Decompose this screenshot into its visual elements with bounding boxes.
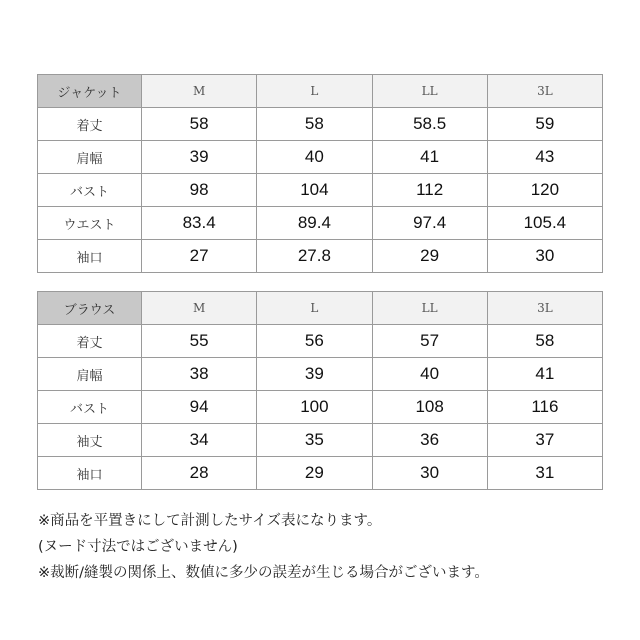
table-cell: 120 <box>487 174 602 207</box>
size-header: 3L <box>487 292 602 325</box>
size-header: LL <box>372 292 487 325</box>
table-cell: 112 <box>372 174 487 207</box>
row-label: 袖丈 <box>38 424 142 457</box>
table-cell: 104 <box>257 174 372 207</box>
table-cell: 116 <box>487 391 602 424</box>
table-cell: 29 <box>257 457 372 490</box>
table-row <box>38 207 603 240</box>
row-label: バスト <box>38 174 142 207</box>
row-label: 肩幅 <box>38 358 142 391</box>
size-header: M <box>142 292 257 325</box>
table-row <box>38 391 603 424</box>
notes <box>38 508 618 586</box>
table-cell: 27.8 <box>257 240 372 273</box>
table-cell: 41 <box>487 358 602 391</box>
table-cell: 39 <box>142 141 257 174</box>
table-cell: 59 <box>487 108 602 141</box>
table-cell: 41 <box>372 141 487 174</box>
table-cell: 98 <box>142 174 257 207</box>
table-row <box>38 424 603 457</box>
row-label: 肩幅 <box>38 141 142 174</box>
table-cell: 30 <box>487 240 602 273</box>
size-header: M <box>142 75 257 108</box>
size-header: LL <box>372 75 487 108</box>
table-row <box>38 457 603 490</box>
table-cell: 100 <box>257 391 372 424</box>
table-cell: 89.4 <box>257 207 372 240</box>
table-cell: 36 <box>372 424 487 457</box>
table-cell: 94 <box>142 391 257 424</box>
table-row <box>38 240 603 273</box>
table-cell: 40 <box>257 141 372 174</box>
table-row <box>38 174 603 207</box>
row-label: ウエスト <box>38 207 142 240</box>
note-line: ※裁断/縫製の関係上、数値に多少の誤差が生じる場合がございます。 <box>38 565 489 581</box>
table-cell: 35 <box>257 424 372 457</box>
table-row <box>38 108 603 141</box>
table-cell: 37 <box>487 424 602 457</box>
table-cell: 58 <box>257 108 372 141</box>
table-header-row <box>38 292 603 325</box>
table-row <box>38 325 603 358</box>
row-label: 着丈 <box>38 325 142 358</box>
table-cell: 56 <box>257 325 372 358</box>
table-cell: 43 <box>487 141 602 174</box>
note-line: ※商品を平置きにして計測したサイズ表になります。 <box>38 513 382 529</box>
table-row <box>38 141 603 174</box>
table-cell: 30 <box>372 457 487 490</box>
size-header: 3L <box>487 75 602 108</box>
row-label: 袖口 <box>38 457 142 490</box>
size-header: L <box>257 75 372 108</box>
table-cell: 58 <box>487 325 602 358</box>
table-row <box>38 358 603 391</box>
table-cell: 31 <box>487 457 602 490</box>
table-cell: 38 <box>142 358 257 391</box>
row-label: 袖口 <box>38 240 142 273</box>
table-cell: 40 <box>372 358 487 391</box>
table-cell: 97.4 <box>372 207 487 240</box>
table-cell: 39 <box>257 358 372 391</box>
table-cell: 34 <box>142 424 257 457</box>
table-cell: 58 <box>142 108 257 141</box>
row-label: 着丈 <box>38 108 142 141</box>
table-cell: 29 <box>372 240 487 273</box>
jacket-size-table <box>37 74 603 273</box>
table-cell: 57 <box>372 325 487 358</box>
table-cell: 27 <box>142 240 257 273</box>
table-title: ジャケット <box>38 75 142 108</box>
blouse-size-table <box>37 291 603 490</box>
table-cell: 108 <box>372 391 487 424</box>
table-title: ブラウス <box>38 292 142 325</box>
table-cell: 55 <box>142 325 257 358</box>
table-cell: 28 <box>142 457 257 490</box>
row-label: バスト <box>38 391 142 424</box>
note-line: (ヌード寸法ではございません) <box>38 539 238 555</box>
table-cell: 83.4 <box>142 207 257 240</box>
table-header-row <box>38 75 603 108</box>
size-header: L <box>257 292 372 325</box>
table-cell: 58.5 <box>372 108 487 141</box>
table-cell: 105.4 <box>487 207 602 240</box>
